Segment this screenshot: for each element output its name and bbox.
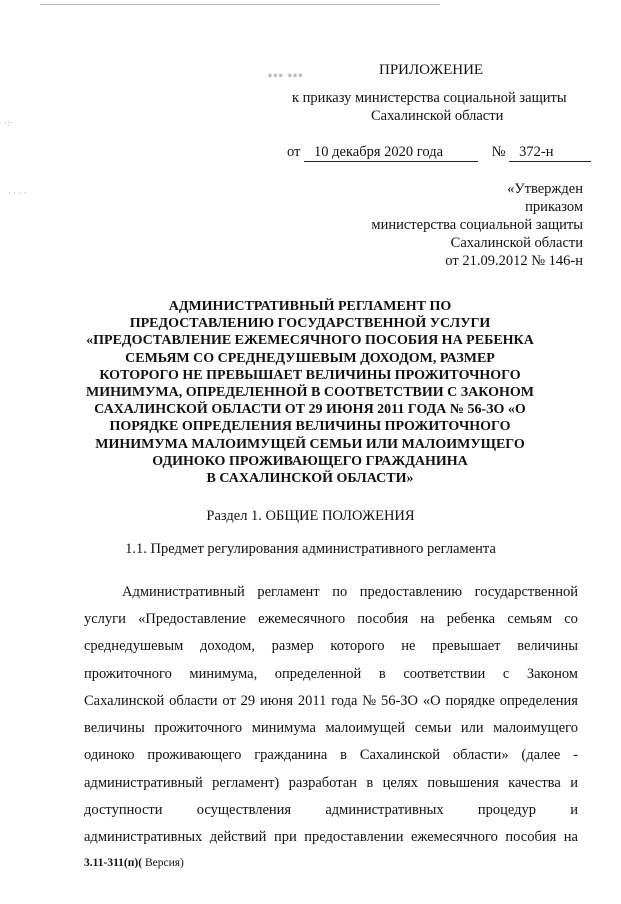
paragraph-line: величины прожиточного минимума малоимущей семьи или малоимущего — [84, 720, 578, 736]
appendix-label: ПРИЛОЖЕНИЕ — [379, 62, 484, 78]
paragraph-line: административных действий при предоставлении ежемесячного пособия на — [84, 829, 578, 845]
scan-artifact: · · · · — [8, 188, 27, 198]
title-line: САХАЛИНСКОЙ ОБЛАСТИ ОТ 29 ИЮНЯ 2011 ГОДА № 56-ЗО «О — [94, 402, 526, 418]
title-line: ОДИНОКО ПРОЖИВАЮЩЕГО ГРАЖДАНИНА — [152, 453, 468, 469]
title-line: МИНИМУМА МАЛОИМУЩЕЙ СЕМЬИ ИЛИ МАЛОИМУЩЕГО — [95, 436, 525, 452]
from-label: от — [287, 144, 301, 160]
paragraph-line: Сахалинской области от 29 июня 2011 года № 56-ЗО «О порядке определения — [84, 693, 578, 709]
footer-code: 3.11-311(п)( — [84, 857, 143, 869]
order-date: 10 декабря 2020 года — [304, 144, 478, 162]
scan-artifact: ·:· — [4, 118, 13, 128]
approval-line3: министерства социальной защиты — [371, 217, 583, 233]
number-label: № — [491, 144, 506, 160]
order-ref-line1: к приказу министерства социальной защиты — [292, 90, 567, 106]
section-heading: Раздел 1. ОБЩИЕ ПОЛОЖЕНИЯ — [206, 508, 415, 524]
paragraph-line: услуги «Предоставление ежемесячного пособия на ребенка семьям со — [84, 611, 578, 627]
paragraph-line: одиноко проживающего гражданина в Сахалинской области» (далее - — [84, 747, 578, 763]
title-line: МИНИМУМА, ОПРЕДЕЛЕННОЙ В СООТВЕТСТВИИ С ЗАКОНОМ — [86, 385, 534, 401]
paragraph-line: среднедушевым доходом, размер которого не превышает величины — [84, 638, 578, 654]
title-line: В САХАЛИНСКОЙ ОБЛАСТИ» — [206, 471, 414, 487]
title-line: СЕМЬЯМ СО СРЕДНЕДУШЕВЫМ ДОХОДОМ, РАЗМЕР — [125, 350, 495, 366]
paragraph-line: Административный регламент по предоставлению государственной — [122, 584, 578, 600]
title-line: ПРЕДОСТАВЛЕНИЮ ГОСУДАРСТВЕННОЙ УСЛУГИ — [129, 316, 491, 332]
title-line: КОТОРОГО НЕ ПРЕВЫШАЕТ ВЕЛИЧИНЫ ПРОЖИТОЧНОГО — [99, 367, 521, 383]
approval-line1: «Утвержден — [507, 181, 583, 197]
paragraph-line: административный регламент) разработан в целях повышения качества и — [84, 775, 578, 791]
scan-edge-line — [40, 4, 440, 5]
paragraph-line: доступности осуществления административных процедур и — [84, 802, 578, 818]
document-title — [60, 298, 560, 487]
footer-version-code — [84, 857, 184, 869]
approval-line5: от 21.09.2012 № 146-н — [445, 253, 583, 269]
faded-stamp-mark: ▪▪▪ ▪▪▪ — [268, 68, 304, 82]
subsection-heading: 1.1. Предмет регулирования административного регламента — [125, 541, 496, 557]
approval-line4: Сахалинской области — [450, 235, 583, 251]
approval-line2: приказом — [525, 199, 583, 215]
order-date-line — [287, 144, 591, 162]
order-number: 372-н — [509, 144, 591, 162]
title-line: АДМИНИСТРАТИВНЫЙ РЕГЛАМЕНТ ПО — [168, 299, 452, 314]
title-line: «ПРЕДОСТАВЛЕНИЕ ЕЖЕМЕСЯЧНОГО ПОСОБИЯ НА РЕБЕНКА — [86, 333, 534, 349]
paragraph-line: прожиточного минимума, определенной в соответствии с Законом — [84, 666, 578, 682]
title-line: ПОРЯДКЕ ОПРЕДЕЛЕНИЯ ВЕЛИЧИНЫ ПРОЖИТОЧНОГО — [109, 419, 511, 435]
order-ref-line2: Сахалинской области — [371, 108, 504, 124]
footer-version: Версия) — [142, 857, 184, 869]
